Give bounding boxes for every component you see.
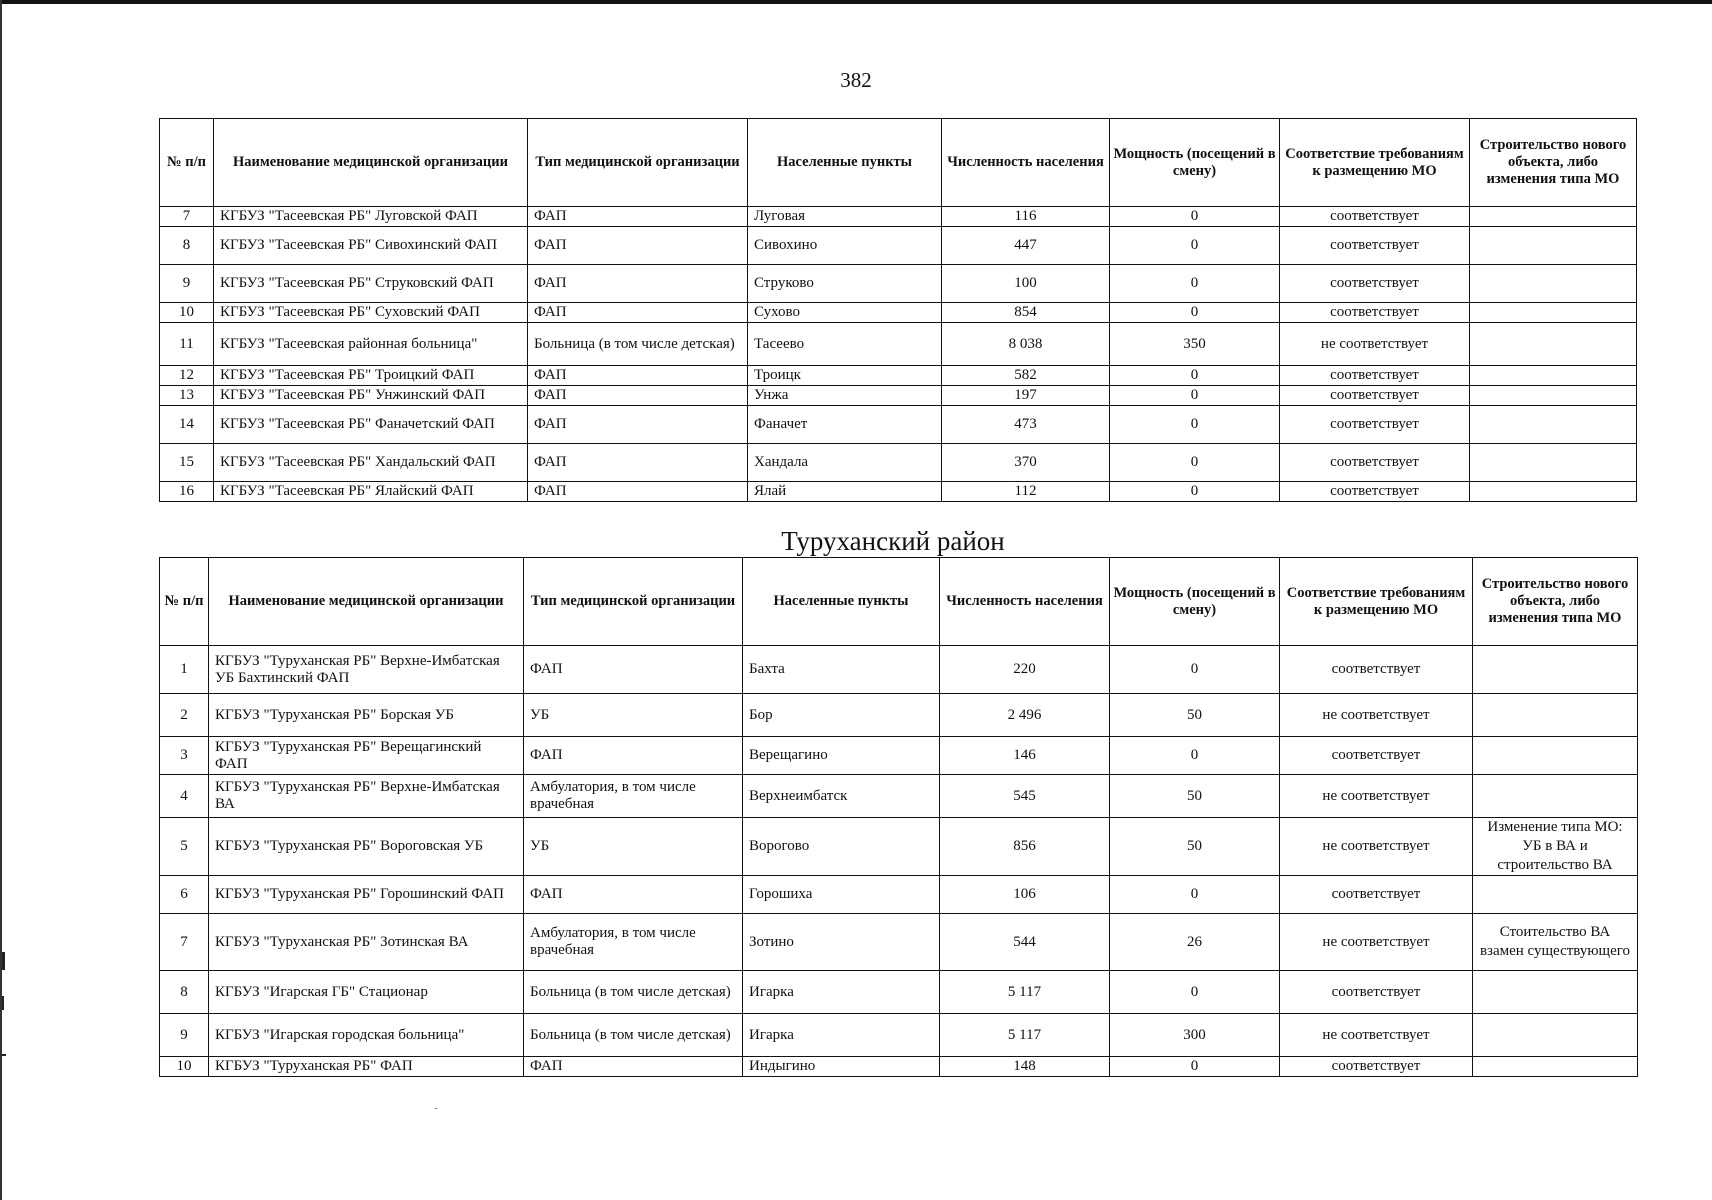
cell-settlement: Сухово (748, 303, 942, 323)
cell-name: КГБУЗ "Тасеевская РБ" Ялайский ФАП (214, 482, 528, 502)
cell-population: 146 (940, 737, 1110, 775)
cell-num: 4 (160, 775, 209, 818)
cell-name: КГБУЗ "Тасеевская РБ" Хандальский ФАП (214, 444, 528, 482)
cell-name: КГБУЗ "Туруханская РБ" Верещагинский ФАП (209, 737, 524, 775)
cell-compliance: соответствует (1280, 737, 1473, 775)
cell-compliance: не соответствует (1280, 1014, 1473, 1057)
cell-capacity: 50 (1110, 818, 1280, 876)
cell-population: 112 (942, 482, 1110, 502)
cell-type: ФАП (524, 646, 743, 694)
cell-construction (1470, 482, 1637, 502)
cell-construction (1470, 303, 1637, 323)
cell-settlement: Зотино (743, 914, 940, 971)
cell-construction (1473, 876, 1638, 914)
header-capacity: Мощность (посещений в смену) (1110, 119, 1280, 207)
header-compliance: Соответствие требованиям к размещению МО (1280, 558, 1473, 646)
cell-population: 856 (940, 818, 1110, 876)
cell-num: 14 (160, 406, 214, 444)
cell-name: КГБУЗ "Туруханская РБ" Вороговская УБ (209, 818, 524, 876)
cell-population: 5 117 (940, 1014, 1110, 1057)
cell-name: КГБУЗ "Тасеевская РБ" Сивохинский ФАП (214, 227, 528, 265)
cell-type: ФАП (528, 444, 748, 482)
cell-capacity: 0 (1110, 444, 1280, 482)
cell-settlement: Унжа (748, 386, 942, 406)
cell-name: КГБУЗ "Тасеевская РБ" Струковский ФАП (214, 265, 528, 303)
cell-capacity: 0 (1110, 406, 1280, 444)
cell-type: ФАП (528, 386, 748, 406)
scan-edge-mark (2, 952, 5, 970)
page-left-rule (0, 0, 2, 1200)
cell-compliance: соответствует (1280, 227, 1470, 265)
cell-name: КГБУЗ "Игарская ГБ" Стационар (209, 971, 524, 1014)
cell-name: КГБУЗ "Тасеевская РБ" Фаначетский ФАП (214, 406, 528, 444)
header-construction: Строительство нового объекта, либо изменения типа МО (1473, 558, 1638, 646)
table-row (160, 737, 1638, 775)
turukhansk-facilities-table (159, 557, 1638, 1077)
cell-name: КГБУЗ "Туруханская РБ" Зотинская ВА (209, 914, 524, 971)
cell-num: 8 (160, 971, 209, 1014)
cell-construction (1473, 775, 1638, 818)
table-header-row (160, 119, 1637, 207)
cell-construction: Стоительство ВА взамен существующего (1473, 914, 1638, 971)
cell-num: 5 (160, 818, 209, 876)
cell-compliance: не соответствует (1280, 694, 1473, 737)
cell-construction (1470, 227, 1637, 265)
cell-population: 8 038 (942, 323, 1110, 366)
cell-population: 106 (940, 876, 1110, 914)
cell-compliance: не соответствует (1280, 818, 1473, 876)
cell-construction (1470, 366, 1637, 386)
cell-capacity: 0 (1110, 303, 1280, 323)
cell-capacity: 0 (1110, 207, 1280, 227)
cell-num: 9 (160, 265, 214, 303)
cell-type: ФАП (528, 406, 748, 444)
cell-type: ФАП (528, 265, 748, 303)
cell-construction: Изменение типа МО: УБ в ВА и строительство ВА (1473, 818, 1638, 876)
cell-capacity: 50 (1110, 775, 1280, 818)
cell-name: КГБУЗ "Игарская городская больница" (209, 1014, 524, 1057)
cell-settlement: Игарка (743, 971, 940, 1014)
cell-num: 9 (160, 1014, 209, 1057)
cell-type: ФАП (528, 482, 748, 502)
cell-compliance: соответствует (1280, 406, 1470, 444)
cell-capacity: 0 (1110, 227, 1280, 265)
table-row (160, 323, 1637, 366)
cell-type: Больница (в том числе детская) (524, 971, 743, 1014)
cell-num: 10 (160, 303, 214, 323)
cell-settlement: Струково (748, 265, 942, 303)
cell-construction (1473, 646, 1638, 694)
cell-population: 2 496 (940, 694, 1110, 737)
scan-edge-mark (2, 996, 4, 1010)
cell-capacity: 50 (1110, 694, 1280, 737)
cell-settlement: Бахта (743, 646, 940, 694)
header-compliance: Соответствие требованиям к размещению МО (1280, 119, 1470, 207)
table-row (160, 406, 1637, 444)
cell-num: 3 (160, 737, 209, 775)
cell-type: УБ (524, 694, 743, 737)
cell-compliance: соответствует (1280, 482, 1470, 502)
page-top-rule (0, 0, 1712, 4)
cell-population: 473 (942, 406, 1110, 444)
cell-compliance: соответствует (1280, 386, 1470, 406)
cell-type: ФАП (528, 207, 748, 227)
cell-construction (1470, 265, 1637, 303)
cell-settlement: Фаначет (748, 406, 942, 444)
cell-construction (1470, 406, 1637, 444)
cell-settlement: Троицк (748, 366, 942, 386)
header-construction: Строительство нового объекта, либо изменения типа МО (1470, 119, 1637, 207)
cell-compliance: соответствует (1280, 207, 1470, 227)
cell-type: ФАП (528, 366, 748, 386)
cell-compliance: соответствует (1280, 1057, 1473, 1077)
table-row (160, 775, 1638, 818)
cell-compliance: соответствует (1280, 366, 1470, 386)
cell-num: 6 (160, 876, 209, 914)
table-row (160, 876, 1638, 914)
cell-capacity: 0 (1110, 646, 1280, 694)
table-row (160, 971, 1638, 1014)
table-row (160, 818, 1638, 876)
cell-type: ФАП (528, 227, 748, 265)
cell-settlement: Бор (743, 694, 940, 737)
header-population: Численность населения (942, 119, 1110, 207)
scan-edge-mark (2, 1054, 6, 1056)
cell-settlement: Хандала (748, 444, 942, 482)
table-row (160, 303, 1637, 323)
cell-name: КГБУЗ "Тасеевская РБ" Унжинский ФАП (214, 386, 528, 406)
table-row (160, 1014, 1638, 1057)
cell-num: 7 (160, 207, 214, 227)
cell-num: 15 (160, 444, 214, 482)
cell-capacity: 0 (1110, 876, 1280, 914)
scan-speck (435, 1108, 437, 1109)
cell-type: Амбулатория, в том числе врачебная (524, 775, 743, 818)
cell-num: 16 (160, 482, 214, 502)
cell-capacity: 0 (1110, 366, 1280, 386)
cell-name: КГБУЗ "Тасеевская районная больница" (214, 323, 528, 366)
header-settlements: Населенные пункты (748, 119, 942, 207)
header-num: № п/п (160, 119, 214, 207)
cell-population: 5 117 (940, 971, 1110, 1014)
cell-population: 447 (942, 227, 1110, 265)
cell-capacity: 0 (1110, 482, 1280, 502)
cell-compliance: не соответствует (1280, 323, 1470, 366)
cell-construction (1473, 694, 1638, 737)
table-row (160, 1057, 1638, 1077)
cell-compliance: соответствует (1280, 303, 1470, 323)
cell-type: Амбулатория, в том числе врачебная (524, 914, 743, 971)
cell-capacity: 0 (1110, 265, 1280, 303)
cell-population: 220 (940, 646, 1110, 694)
cell-num: 2 (160, 694, 209, 737)
header-type: Тип медицинской организации (524, 558, 743, 646)
cell-compliance: соответствует (1280, 876, 1473, 914)
cell-population: 100 (942, 265, 1110, 303)
cell-type: ФАП (524, 876, 743, 914)
cell-type: Больница (в том числе детская) (528, 323, 748, 366)
cell-settlement: Сивохино (748, 227, 942, 265)
cell-name: КГБУЗ "Туруханская РБ" ФАП (209, 1057, 524, 1077)
cell-type: ФАП (524, 1057, 743, 1077)
cell-settlement: Верхнеимбатск (743, 775, 940, 818)
cell-num: 7 (160, 914, 209, 971)
cell-type: УБ (524, 818, 743, 876)
header-num: № п/п (160, 558, 209, 646)
cell-capacity: 0 (1110, 737, 1280, 775)
cell-compliance: не соответствует (1280, 914, 1473, 971)
cell-num: 13 (160, 386, 214, 406)
table-row (160, 265, 1637, 303)
cell-settlement: Ялай (748, 482, 942, 502)
cell-compliance: соответствует (1280, 971, 1473, 1014)
cell-capacity: 0 (1110, 386, 1280, 406)
cell-compliance: не соответствует (1280, 775, 1473, 818)
cell-construction (1470, 386, 1637, 406)
cell-type: ФАП (524, 737, 743, 775)
cell-capacity: 300 (1110, 1014, 1280, 1057)
table-row (160, 366, 1637, 386)
cell-num: 10 (160, 1057, 209, 1077)
cell-population: 854 (942, 303, 1110, 323)
tasseevo-facilities-table (159, 118, 1637, 502)
cell-capacity: 350 (1110, 323, 1280, 366)
cell-population: 116 (942, 207, 1110, 227)
table-row (160, 207, 1637, 227)
table-row (160, 914, 1638, 971)
cell-num: 12 (160, 366, 214, 386)
cell-construction (1473, 737, 1638, 775)
cell-construction (1470, 323, 1637, 366)
table-row (160, 482, 1637, 502)
cell-compliance: соответствует (1280, 265, 1470, 303)
cell-population: 370 (942, 444, 1110, 482)
cell-name: КГБУЗ "Тасеевская РБ" Суховский ФАП (214, 303, 528, 323)
cell-population: 197 (942, 386, 1110, 406)
cell-name: КГБУЗ "Туруханская РБ" Верхне-Имбатская УБ Бахтинский ФАП (209, 646, 524, 694)
table-row (160, 694, 1638, 737)
header-name: Наименование медицинской организации (214, 119, 528, 207)
cell-construction (1473, 971, 1638, 1014)
cell-construction (1473, 1014, 1638, 1057)
cell-num: 8 (160, 227, 214, 265)
cell-name: КГБУЗ "Туруханская РБ" Верхне-Имбатская ВА (209, 775, 524, 818)
page-number: 382 (840, 68, 872, 92)
header-settlements: Населенные пункты (743, 558, 940, 646)
cell-population: 582 (942, 366, 1110, 386)
cell-construction (1473, 1057, 1638, 1077)
cell-construction (1470, 444, 1637, 482)
cell-capacity: 0 (1110, 1057, 1280, 1077)
header-name: Наименование медицинской организации (209, 558, 524, 646)
cell-name: КГБУЗ "Тасеевская РБ" Троицкий ФАП (214, 366, 528, 386)
cell-settlement: Горошиха (743, 876, 940, 914)
cell-capacity: 0 (1110, 971, 1280, 1014)
cell-settlement: Луговая (748, 207, 942, 227)
table-row (160, 444, 1637, 482)
cell-population: 148 (940, 1057, 1110, 1077)
district-title: Туруханский район (781, 526, 1005, 556)
cell-compliance: соответствует (1280, 444, 1470, 482)
cell-type: ФАП (528, 303, 748, 323)
cell-compliance: соответствует (1280, 646, 1473, 694)
cell-population: 545 (940, 775, 1110, 818)
cell-num: 1 (160, 646, 209, 694)
header-capacity: Мощность (посещений в смену) (1110, 558, 1280, 646)
cell-settlement: Тасеево (748, 323, 942, 366)
cell-settlement: Верещагино (743, 737, 940, 775)
cell-name: КГБУЗ "Туруханская РБ" Борская УБ (209, 694, 524, 737)
table-row (160, 386, 1637, 406)
cell-settlement: Ворогово (743, 818, 940, 876)
cell-population: 544 (940, 914, 1110, 971)
cell-settlement: Индыгино (743, 1057, 940, 1077)
cell-num: 11 (160, 323, 214, 366)
cell-construction (1470, 207, 1637, 227)
cell-name: КГБУЗ "Туруханская РБ" Горошинский ФАП (209, 876, 524, 914)
cell-type: Больница (в том числе детская) (524, 1014, 743, 1057)
header-population: Численность населения (940, 558, 1110, 646)
header-type: Тип медицинской организации (528, 119, 748, 207)
cell-name: КГБУЗ "Тасеевская РБ" Луговской ФАП (214, 207, 528, 227)
cell-capacity: 26 (1110, 914, 1280, 971)
cell-settlement: Игарка (743, 1014, 940, 1057)
table-row (160, 646, 1638, 694)
table-row (160, 227, 1637, 265)
table-header-row (160, 558, 1638, 646)
